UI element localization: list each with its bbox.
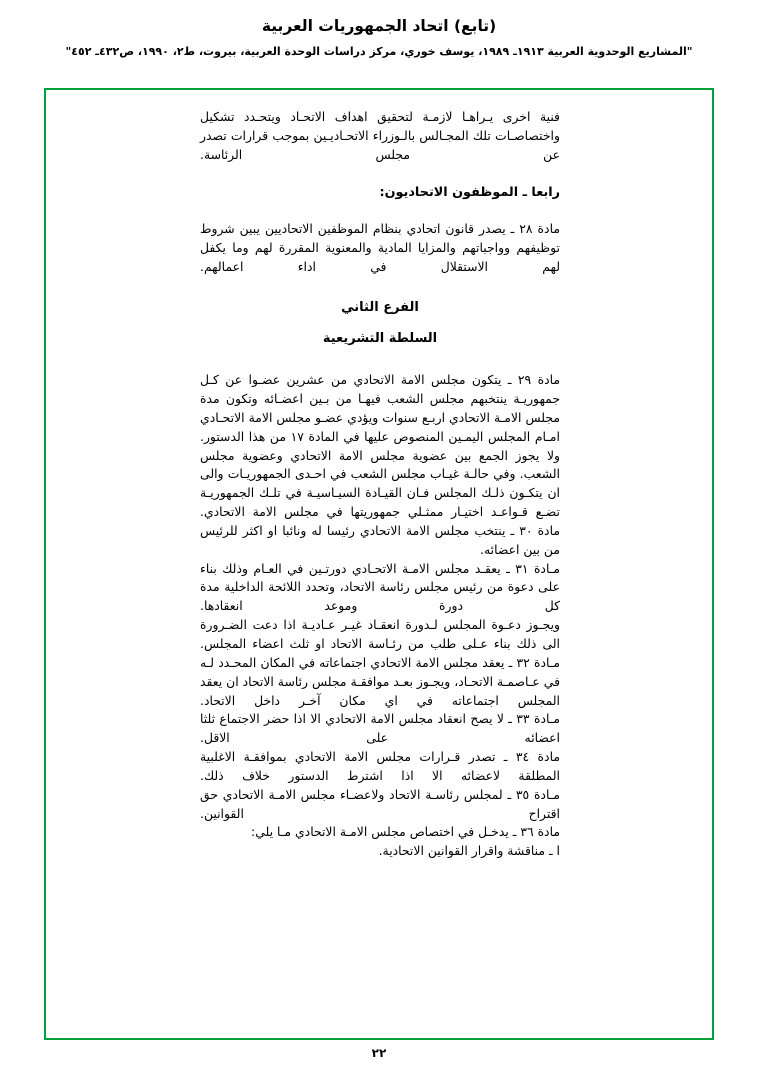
heading-fourth-federal-employees: رابعا ـ الموظفون الاتحاديون: — [379, 184, 560, 200]
article-33: مـادة ٣٣ ـ لا يصح انعقاد مجلس الامة الاتحادي الا اذا حضر الاجتماع ثلثا اعضائه على الاقل. — [200, 711, 560, 746]
page-title: (تابع) اتحاد الجمهوريات العربية — [261, 17, 497, 35]
branch-subtitle: السلطة التشريعية — [322, 331, 438, 347]
article-36: مادة ٣٦ ـ يدخـل في اختصاص مجلس الامـة الاتحادي مـا يلي: — [251, 824, 560, 840]
article-31-continued: ويجـوز دعـوة المجلس لـدورة انعقـاد غيـر عـاديـة اذا دعت الضـرورة الى ذلك بناء عـلى طلب من رئـاسة الاتحاد او ثلث اعضاء المجلس. — [200, 617, 560, 651]
article-32: مـادة ٣٢ ـ يعقد مجلس الامة الاتحادي اجتماعاته في المكان المحـدد لـه في عـاصمـة الاتحـاد، ويجـوز بعـد موافقـة مجلس رئاسة الاتحاد ان يعقد المجلس اجتماعاته في اي مكان آخـر داخل الاتحاد. — [200, 654, 561, 708]
page-number: ٢٢ — [371, 1046, 387, 1060]
document-body — [200, 108, 560, 861]
article-35: مـادة ٣٥ ـ لمجلس رئاسـة الاتحاد ولاعضـاء مجلس الامـة الاتحادي حق اقتراح القوانين. — [200, 786, 560, 821]
page-header — [0, 0, 758, 59]
article-29: مادة ٢٩ ـ يتكون مجلس الامة الاتحادي من عشرين عضـوا عن كـل جمهوريـة ينتخبهم مجلس الشعب فيهـا من بـين اعضـائه وتكون مدة مجلس الامـة الاتحادي اربـع سنوات ويؤدي عضـو مجلس الامة الاتحـادي امـام المجلس اليمـين المنصوص عليها في المادة ١٧ من هذا الدستور. — [200, 372, 560, 444]
article-36-item-a: ا ـ مناقشة واقرار القوانين الاتحادية. — [378, 843, 560, 859]
paragraph-continuation: فنية اخرى يـراهـا لازمـة لتحقيق اهداف الاتحـاد ويتحـدد تشكيل واختصاصـات تلك المجـالس بالـوزراء الاتحـاديـين بموجب قرارات تصدر عن مجلس الرئاسة. — [200, 109, 560, 162]
article-31: مـادة ٣١ ـ يعقـد مجلس الامـة الاتحـادي دورتـين في العـام وذلك بناء على دعوة من رئيس مجلس رئاسة الاتحاد، وتحدد اللائحة الداخلية مدة كل دورة وموعد انعقادها. — [200, 560, 560, 614]
article-28: مادة ٢٨ ـ يصدر قانون اتحادي بنظام الموظفين الاتحاديين يبين شروط توظيفهم وواجباتهم والمزايا المادية والمعنوية المقررة لهم وما يكفل لهم الاستقلال في اداء اعمالهم. — [200, 220, 560, 274]
branch-title: الفرع الثاني — [341, 299, 419, 315]
article-34: مادة ٣٤ ـ تصدر قـرارات مجلس الامة الاتحادي بموافقـة الاغلبية المطلقة لاعضائه الا اذا اشترط الدستور خلاف ذلك. — [200, 749, 560, 783]
article-29-continued: ولا يجوز الجمع بين عضوية مجلس الامة الاتحادي وعضوية مجلس الشعب. وفي حالـة غيـاب مجلس الشعب في احـدى الجمهوريـات والى ان يتكـون ذلـك المجلس فـان القيـادة السيـاسيـة في تلـك الجمهوريـة تضـع قـواعـد اختيـار ممثـلي جمهوريتها في مجلس الامة الاتحادي. — [200, 447, 560, 520]
article-30: مادة ٣٠ ـ ينتخب مجلس الامة الاتحادي رئيسا له ونائبا او اكثر للرئيس من بين اعضائه. — [200, 522, 560, 557]
page-source-citation: "المشاريع الوحدوية العربية ١٩١٣ـ ١٩٨٩، يوسف خوري، مركز دراسات الوحدة العربية، بيروت، ط٢، ١٩٩٠، ص٤٣٢ـ ٤٥٢" — [65, 45, 693, 59]
